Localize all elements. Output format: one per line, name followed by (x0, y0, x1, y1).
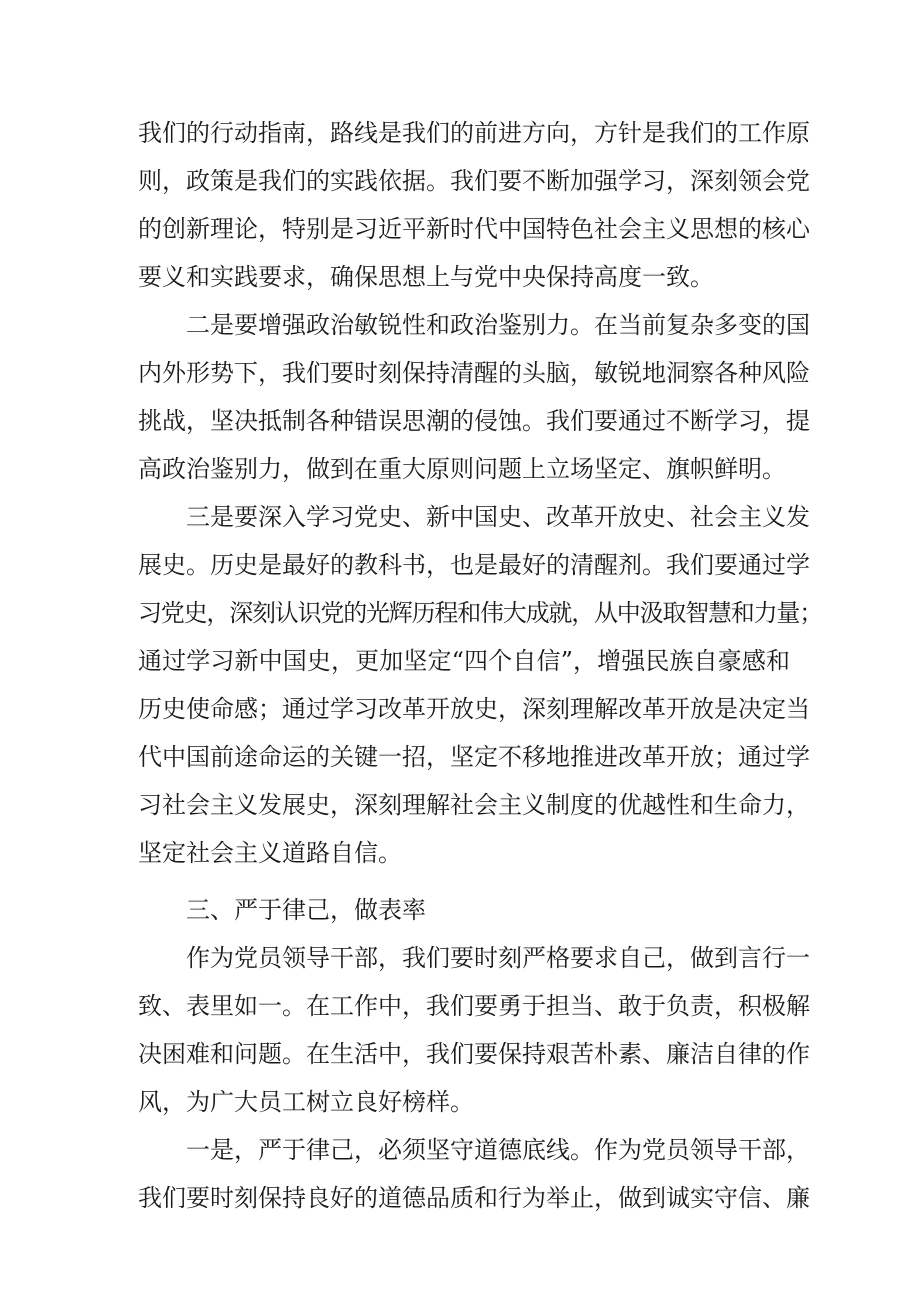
text-line: 要义和实践要求，确保思想上与党中央保持高度一致。 (138, 263, 714, 291)
paragraph-moral-bottom-line (138, 1126, 810, 1222)
text-line: 一是，严于律己，必须坚守道德底线。作为党员领导干部， (186, 1136, 810, 1164)
text-line: 三是要深入学习党史、新中国史、改革开放史、社会主义发 (186, 503, 810, 531)
text-line: 展史。历史是最好的教科书，也是最好的清醒剂。我们要通过学 (138, 551, 810, 579)
text-line: 致、表里如一。在工作中，我们要勇于担当、敢于负责，积极解 (138, 992, 810, 1020)
text-line: 的创新理论，特别是习近平新时代中国特色社会主义思想的核心 (138, 215, 810, 243)
text-line: 挑战，坚决抵制各种错误思潮的侵蚀。我们要通过不断学习，提 (138, 407, 810, 435)
text-line: 习党史，深刻认识党的光辉历程和伟大成就，从中汲取智慧和力量； (138, 599, 822, 627)
text-line: 历史使命感；通过学习改革开放史，深刻理解改革开放是决定当 (138, 695, 810, 723)
text-line: 高政治鉴别力，做到在重大原则问题上立场坚定、旗帜鲜明。 (138, 455, 786, 483)
text-line: 风，为广大员工树立良好榜样。 (138, 1088, 474, 1116)
paragraph-guiding-principles (138, 109, 810, 301)
text-line: 习社会主义发展史，深刻理解社会主义制度的优越性和生命力， (138, 791, 810, 819)
text-line: 内外形势下，我们要时刻保持清醒的头脑，敏锐地洞察各种风险 (138, 359, 810, 387)
paragraph-self-discipline (138, 934, 810, 1126)
text-line: 坚定社会主义道路自信。 (138, 839, 402, 867)
text-line: 我们的行动指南，路线是我们的前进方向，方针是我们的工作原 (138, 119, 810, 147)
paragraph-history-study (138, 493, 822, 877)
paragraph-political-sensitivity (138, 301, 810, 493)
text-line: 我们要时刻保持良好的道德品质和行为举止，做到诚实守信、廉 (138, 1184, 810, 1212)
text-line: 决困难和问题。在生活中，我们要保持艰苦朴素、廉洁自律的作 (138, 1040, 810, 1068)
text-line: 作为党员领导干部，我们要时刻严格要求自己，做到言行一 (186, 944, 810, 972)
text-line: 二是要增强政治敏锐性和政治鉴别力。在当前复杂多变的国 (186, 311, 810, 339)
text-line: 则，政策是我们的实践依据。我们要不断加强学习，深刻领会党 (138, 167, 810, 195)
text-line: 代中国前途命运的关键一招，坚定不移地推进改革开放；通过学 (138, 743, 810, 771)
section-heading: 三、严于律己，做表率 (186, 896, 426, 924)
text-line: 通过学习新中国史，更加坚定“四个自信”，增强民族自豪感和 (138, 647, 790, 675)
